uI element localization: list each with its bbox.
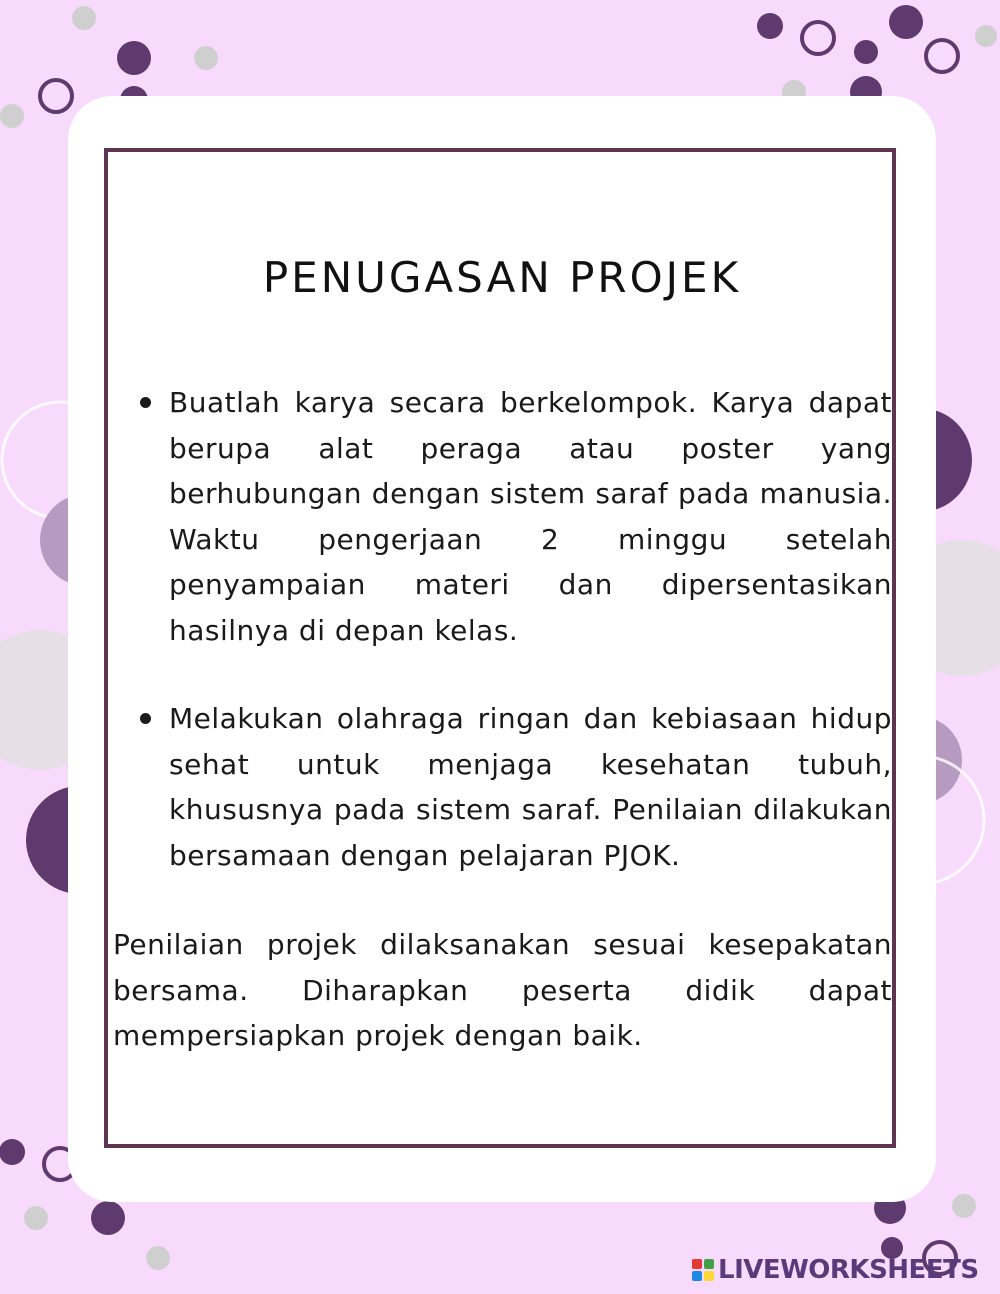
decor-dot	[194, 46, 218, 70]
decor-dot	[889, 5, 923, 39]
decor-ring	[40, 80, 72, 112]
decor-dot	[117, 41, 151, 75]
watermark[interactable]	[692, 1250, 979, 1290]
decor-dot	[146, 1246, 170, 1270]
task-list	[112, 380, 892, 921]
decor-ring	[926, 40, 958, 72]
liveworksheets-logo-icon	[692, 1259, 714, 1281]
decor-dot	[24, 1206, 48, 1230]
decor-dot	[72, 6, 96, 30]
decor-ring	[802, 22, 834, 54]
task-text: Melakukan olahraga ringan dan kebiasaan hidup sehat untuk menjaga kesehatan tubuh, khususnya pada sistem saraf. Penilaian dilakukan bersamaan dengan pelajaran PJOK.	[169, 702, 892, 872]
decor-dot	[975, 25, 997, 47]
bullet-icon	[140, 713, 151, 724]
decor-dot	[952, 1194, 976, 1218]
list-item	[112, 696, 892, 878]
task-text: Buatlah karya secara berkelompok. Karya dapat berupa alat peraga atau poster yang berhubungan dengan sistem saraf pada manusia. Waktu pengerjaan 2 minggu setelah penyampaian materi dan dipersentasikan hasilnya di depan kelas.	[169, 386, 892, 647]
watermark-text: LIVEWORKSHEETS	[718, 1255, 979, 1285]
decor-dot	[0, 1139, 25, 1165]
decor-dot	[757, 13, 783, 39]
closing-paragraph: Penilaian projek dilaksanakan sesuai kesepakatan bersama. Diharapkan peserta didik dapat mempersiapkan projek dengan baik.	[113, 928, 892, 1052]
list-item	[112, 380, 892, 653]
decor-dot	[91, 1201, 125, 1235]
bullet-icon	[140, 397, 151, 408]
decor-dot	[854, 40, 878, 64]
decor-dot	[0, 104, 24, 128]
page-title: PENUGASAN PROJEK	[262, 253, 742, 302]
